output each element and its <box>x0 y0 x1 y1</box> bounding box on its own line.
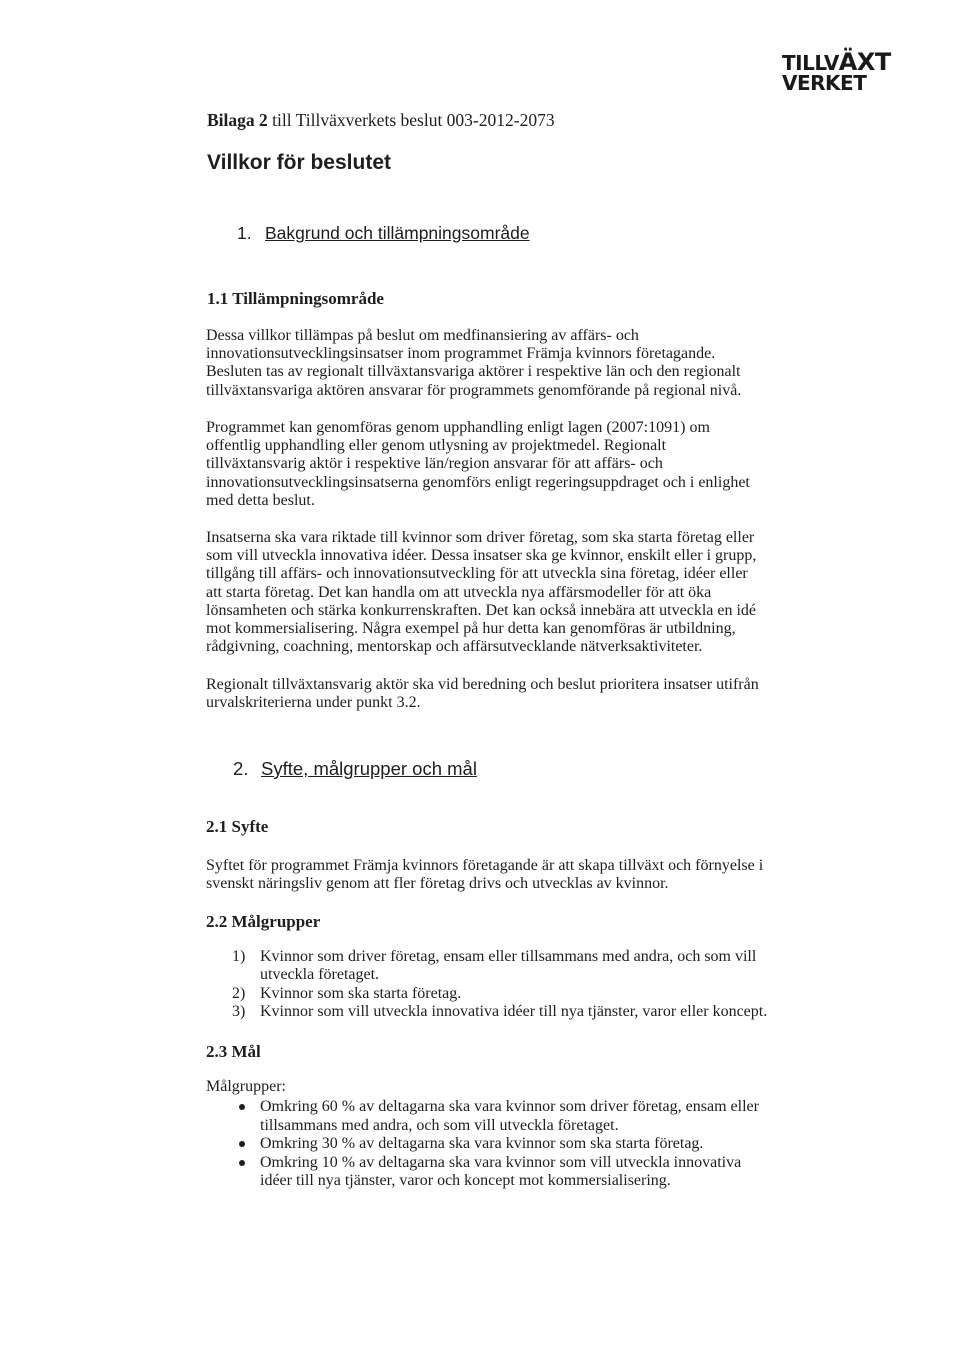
list-item <box>206 985 767 1003</box>
bullet-icon <box>239 1104 245 1110</box>
text-line: utveckla företaget. <box>260 966 380 984</box>
text-line: Insatserna ska vara riktade till kvinnor som driver företag, som ska starta företag eller <box>206 529 755 546</box>
text-line: att starta företag. Det kan handla om att utveckla nya affärsmodeller för att öka <box>206 583 712 601</box>
target-groups-list <box>206 948 767 1022</box>
text-line: Regionalt tillväxtansvarig aktör ska vid beredning och beslut prioritera insatser utifrån <box>206 676 759 693</box>
text-line: Omkring 10 % av deltagarna ska vara kvinnor som vill utveckla innovativa <box>260 1153 742 1171</box>
list-item <box>206 1003 767 1021</box>
attachment-reference: till Tillväxverkets beslut 003-2012-2073 <box>267 110 555 130</box>
text-line: tillsammans med andra, och som vill utveckla företaget. <box>260 1116 619 1134</box>
section-1-number: 1. <box>237 223 252 243</box>
goals-label: Målgrupper: <box>206 1078 286 1095</box>
text-line: Kvinnor som ska starta företag. <box>260 984 462 1002</box>
text-line: Programmet kan genomföras genom upphandling enligt lagen (2007:1091) om <box>206 419 710 436</box>
paragraph-procurement <box>206 419 816 510</box>
logo-text-part1: TILLV <box>782 51 839 75</box>
text-line: Kvinnor som driver företag, ensam eller tillsammans med andra, och som vill <box>260 948 757 965</box>
text-line: som vill utveckla innovativa idéer. Dessa insatser ska ge kvinnor, enskilt eller i grupp, <box>206 547 757 565</box>
logo-text-part2: ÄXT <box>838 48 891 76</box>
text-line: Syftet för programmet Främja kvinnors företagande är att skapa tillväxt och förnyelse i <box>206 857 764 874</box>
text-line: svenskt näringsliv genom att fler företag drivs och utvecklas av kvinnor. <box>206 875 669 893</box>
bullet-icon <box>239 1160 245 1166</box>
subsection-2-3-heading: 2.3 Mål <box>206 1042 261 1061</box>
list-item <box>206 1135 759 1154</box>
list-marker: 1) <box>232 948 246 965</box>
list-item <box>206 948 767 985</box>
section-2-heading <box>233 758 477 780</box>
attachment-label: Bilaga 2 <box>207 110 268 130</box>
paragraph-target-insatser <box>206 529 816 656</box>
list-item <box>206 1154 759 1191</box>
text-line: lönsamheten och stärka konkurrenskraften. Det kan också innebära att utveckla en idé <box>206 601 757 619</box>
text-line: Besluten tas av regionalt tillväxtansvariga aktörer i respektive län och den regionalt <box>206 363 741 381</box>
text-line: innovationsutvecklingsinsatserna genomförs enligt regeringsuppdraget och i enlighet <box>206 473 750 491</box>
tillvaxtverket-logo <box>782 48 891 95</box>
text-line: mot kommersialisering. Några exempel på hur detta kan genomföras är utbildning, <box>206 620 736 638</box>
subsection-2-2-heading: 2.2 Målgrupper <box>206 912 321 931</box>
text-line: Omkring 30 % av deltagarna ska vara kvinnor som ska starta företag. <box>260 1135 704 1153</box>
section-1-heading <box>237 223 530 244</box>
section-2-number: 2. <box>233 758 249 779</box>
paragraph-syfte <box>206 857 816 893</box>
text-line: Omkring 60 % av deltagarna ska vara kvinnor som driver företag, ensam eller <box>260 1098 759 1115</box>
text-line: Dessa villkor tillämpas på beslut om medfinansiering av affärs- och <box>206 327 639 344</box>
list-marker: 2) <box>232 984 246 1002</box>
paragraph-prioritization <box>206 676 816 712</box>
subsection-2-1-heading: 2.1 Syfte <box>206 817 269 836</box>
text-line: offentlig upphandling eller genom utlysning av projektmedel. Regionalt <box>206 437 667 455</box>
text-line: tillväxtansvariga aktören ansvarar för programmets genomförande på regional nivå. <box>206 381 742 399</box>
list-marker: 3) <box>232 1003 246 1021</box>
text-line: rådgivning, coachning, mentorskap och affärsutvecklande nätverksaktiviteter. <box>206 638 703 656</box>
text-line: tillgång till affärs- och innovationsutveckling för att utveckla sina företag, idéer eller <box>206 565 748 583</box>
section-1-title: Bakgrund och tillämpningsområde <box>265 223 530 243</box>
bullet-icon <box>239 1141 245 1147</box>
text-line: Kvinnor som vill utveckla innovativa idéer till nya tjänster, varor eller koncept. <box>260 1003 768 1021</box>
attachment-line <box>207 110 555 131</box>
text-line: innovationsutvecklingsinsatser inom programmet Främja kvinnors företagande. <box>206 345 716 363</box>
text-line: idéer till nya tjänster, varor och koncept mot kommersialisering. <box>260 1172 671 1190</box>
paragraph-scope <box>206 327 816 400</box>
list-item <box>206 1098 759 1135</box>
text-line: urvalskriterierna under punkt 3.2. <box>206 694 421 712</box>
subsection-1-1-heading: 1.1 Tillämpningsområde <box>207 289 384 308</box>
goals-list <box>206 1098 759 1191</box>
text-line: med detta beslut. <box>206 491 315 509</box>
text-line: tillväxtansvarig aktör i respektive län/region ansvarar för att affärs- och <box>206 455 663 473</box>
document-title: Villkor för beslutet <box>207 151 391 174</box>
section-2-title: Syfte, målgrupper och mål <box>261 758 477 779</box>
logo-text-line2: VERKET <box>782 71 867 95</box>
